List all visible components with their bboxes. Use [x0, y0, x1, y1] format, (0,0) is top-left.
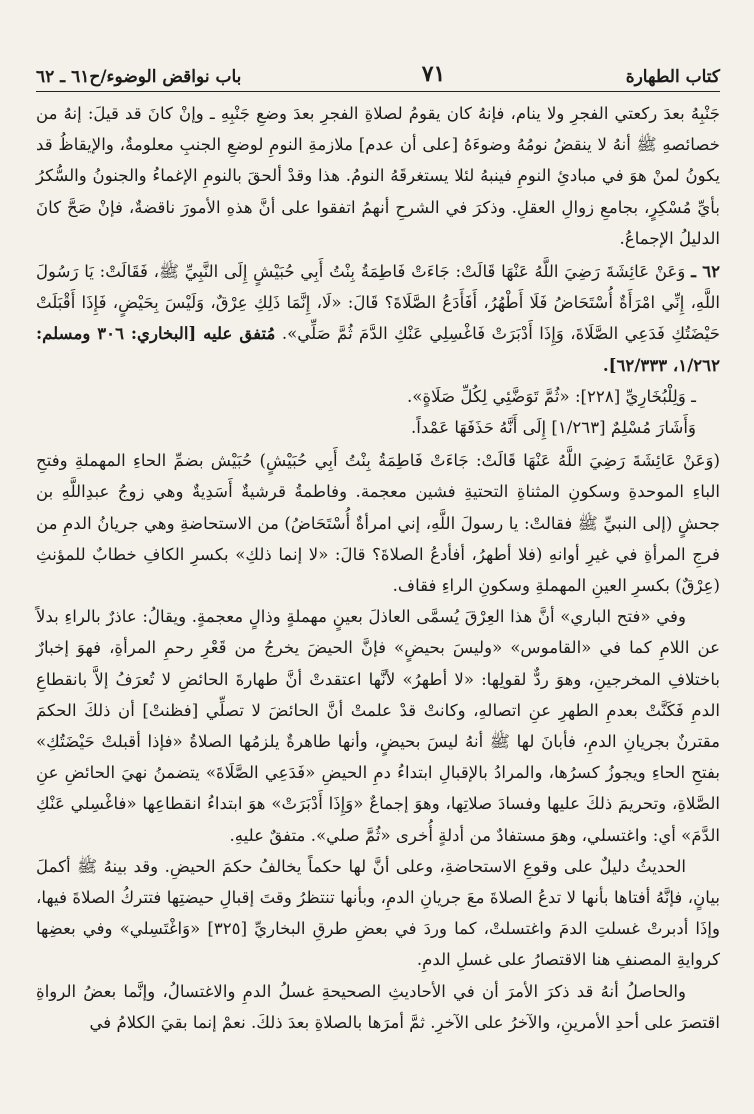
- page-body: [36, 98, 720, 1038]
- commentary-paragraph-4: والحاصلُ أنهُ قد ذكرَ الأمرَ أن في الأحاديثِ الصحيحةِ غسلُ الدمِ والاغتسالُ، وإنَّما بعضُ الرواةِ اقتصرَ على أحدِ الأمرينِ، والآخرُ على الآخرِ. ثمَّ أمرَها بالصلاةِ بعدَ ذلكَ. نعمْ إنما بقيَ الكلامُ في: [36, 981, 720, 1032]
- book-title: كتاب الطهارة: [625, 67, 720, 87]
- hadith-block: [36, 256, 720, 381]
- muslim-note: وَأَشَارَ مُسْلِمٌ [١/٢٦٣] إِلَى أَنَّهُ حَذَفَهَا عَمْداً.: [411, 418, 696, 438]
- intro-paragraph: جَنْبِهُ بعدَ ركعتي الفجرِ ولا ينام، فإنهُ كان يقومُ لصلاةِ الفجرِ بعدَ وضعِ جَنْبِهِ ـ وإنْ كانَ قد قيلَ: إنهُ من خصائصهِ ﷺ أنهُ لا ينقضُ نومُهُ وضوءَهُ [على أن عدم] ملازمةِ النومِ لوضعِ الجنبِ معلومةٌ، والإيقاظُ قد يكونُ لمنْ هوَ في مبادئِ النومِ فينبهُ لئلا يستغرقَهُ النومُ. هذا وقدْ ألحقَ بالنومِ الإغماءُ والجنونُ والسُّكرُ بأيِّ مُسْكِرٍ، بجامعِ زوالِ العقلِ. وذكرَ في الشرحِ أنهمُ اتفقوا على أنَّ هذهِ الأمورَ ناقضةٌ، فإنْ صَحَّ كانَ الدليلُ الإجماعُ.: [36, 104, 720, 248]
- commentary-paragraph-1: (وَعَنْ عَائِشَةَ رَضِيَ اللَّهُ عَنْهَا قَالَتْ: جَاءَتْ فَاطِمَةُ بِنْتُ أَبِي حُبَيْشٍ) حُبَيْش بضمِّ الحاءِ المهملةِ وفتحِ الباءِ الموحدةِ وسكونِ المثناةِ التحتيةِ فشين معجمة. وفاطمةُ قرشيةٌ أَسَدِيةٌ وهي زوجُ عبدِاللَّهِ بن جحشٍ (إلى النبيِّ ﷺ فقالتْ: يا رسولَ اللَّهِ، إني امرأةٌ أُسْتَحَاضُ) من الاستحاضةِ وهي جريانُ الدمِ من فرجِ المرأةِ في غيرِ أوانهِ (فلا أطهرُ، أفأدعُ الصلاةَ؟ قالَ: «لا إنما ذلكِ» بكسرِ الكافِ خطابٌ للمؤنثِ (عِرْقٌ) بكسرِ العينِ المهملةِ وسكونِ الراءِ فقاف.: [36, 451, 720, 596]
- commentary-paragraph-3: الحديثُ دليلٌ على وقوعِ الاستحاضةِ، وعلى أنَّ لها حكماً يخالفُ حكمَ الحيضِ. وقد بينهُ ﷺ أكملَ بيانٍ، فإنَّهُ أفتاها بأنها لا تدعُ الصلاةَ معَ جريانِ الدمِ، وبأنها تنتظرُ وقتَ إقبالِ حيضتِها فتتركُ الصلاةَ فيها، وإذَا أدبرتْ غسلتِ الدمَ واغتسلتْ، كما وردَ في بعضِ طرقِ البخاريِّ [٣٢٥] «وَاغْتَسِلي» وفي بعضِها كروايةِ المصنفِ هنا الاقتصارُ على غسلِ الدمِ.: [36, 856, 720, 970]
- running-header: [36, 58, 720, 92]
- hadith-number: ٦٢ ـ: [691, 261, 721, 282]
- hadith-reference: مُتفق عليه [البخاري: ٣٠٦ ومسلم: ١/٢٦٢، ٦٢/٣٣٣].: [36, 323, 720, 375]
- bukhari-note: ـ وَلِلْبُخَارِيِّ [٢٢٨]: «ثُمَّ تَوَضَّئِي لِكُلِّ صَلَاةٍ».: [407, 386, 696, 406]
- page-number: ٧١: [421, 61, 446, 87]
- commentary-paragraph-2: وفي «فتح الباري» أنَّ هذا العِرْقَ يُسمَّى العاذلَ بعينٍ مهملةٍ وذالٍ معجمةٍ. ويقالُ: عاذرٌ بالراءِ بدلاً عن اللامِ كما في «القاموس» «وليسَ بحيضٍ» فإنَّ الحيضَ يخرجُ من قَعْرِ رحمِ المرأةِ، فهوَ إخبارٌ باختلافِ المخرجينِ، وهوَ ردٌّ لقولِها: «لا أطهرُ» لأنَّها اعتقدتْ أنَّ طهارةَ الحائضِ لا تُعرَفُ إلاَّ بانقطاعِ الدمِ فَكَنَّتْ بعدمِ الطهرِ عنِ اتصالهِ، وكانتْ قدْ علمتْ أنَّ الحائضَ لا تصلِّي [فظنتْ] أن ذلكَ الحكمَ مقترنٌ بجريانِ الدمِ، فأبانَ لها ﷺ أنهُ ليسَ بحيضٍ، وأنها طاهرةٌ يلزمُها الصلاةُ «فإذا أقبلتْ حَيْضَتُكِ» بفتحِ الحاءِ ويجوزُ كسرُها، والمرادُ بالإقبالِ ابتداءُ دمِ الحيضِ «فَدَعِي الصَّلَاةَ» يتضمنُ نهيَ الحائضِ عنِ الصَّلاةِ، وتحريمَ ذلكَ عليها وفسادَ صلاتِها، وهوَ إجماعٌ «وَإِذَا أَدْبَرَتْ» هوَ ابتداءُ انقطاعِها «فاغْسِلي عَنْكِ الدَّمَ» أي: واغتسلي، وهوَ مستفادٌ من أدلةٍ أُخرى «ثُمَّ صلي». متفقٌ عليهِ.: [36, 607, 720, 845]
- chapter-title: باب نواقض الوضوء/ح٦١ ـ ٦٢: [36, 67, 242, 87]
- hadith-text: وَعَنْ عَائِشَةَ رَضِيَ اللَّهُ عَنْهَا قَالَتْ: جَاءَتْ فَاطِمَةُ بِنْتُ أَبِي حُبَيْشٍ إِلَى النَّبِيِّ ﷺ، فَقَالَتْ: يَا رَسُولَ اللَّهِ، إِنِّي امْرَأَةٌ أُسْتَحَاضُ فَلَا أَطْهُرُ، أَفَأَدَعُ الصَّلَاةَ؟ قَالَ: «لَا، إِنَّمَا ذَلِكِ عِرْقٌ، وَلَيْسَ بِحَيْضٍ، فَإِذَا أَقْبَلَتْ حَيْضَتُكِ فَدَعِي الصَّلَاةَ، وَإِذَا أَدْبَرَتْ فَاغْسِلِي عَنْكِ الدَّمَ ثُمَّ صَلِّي».: [36, 262, 721, 344]
